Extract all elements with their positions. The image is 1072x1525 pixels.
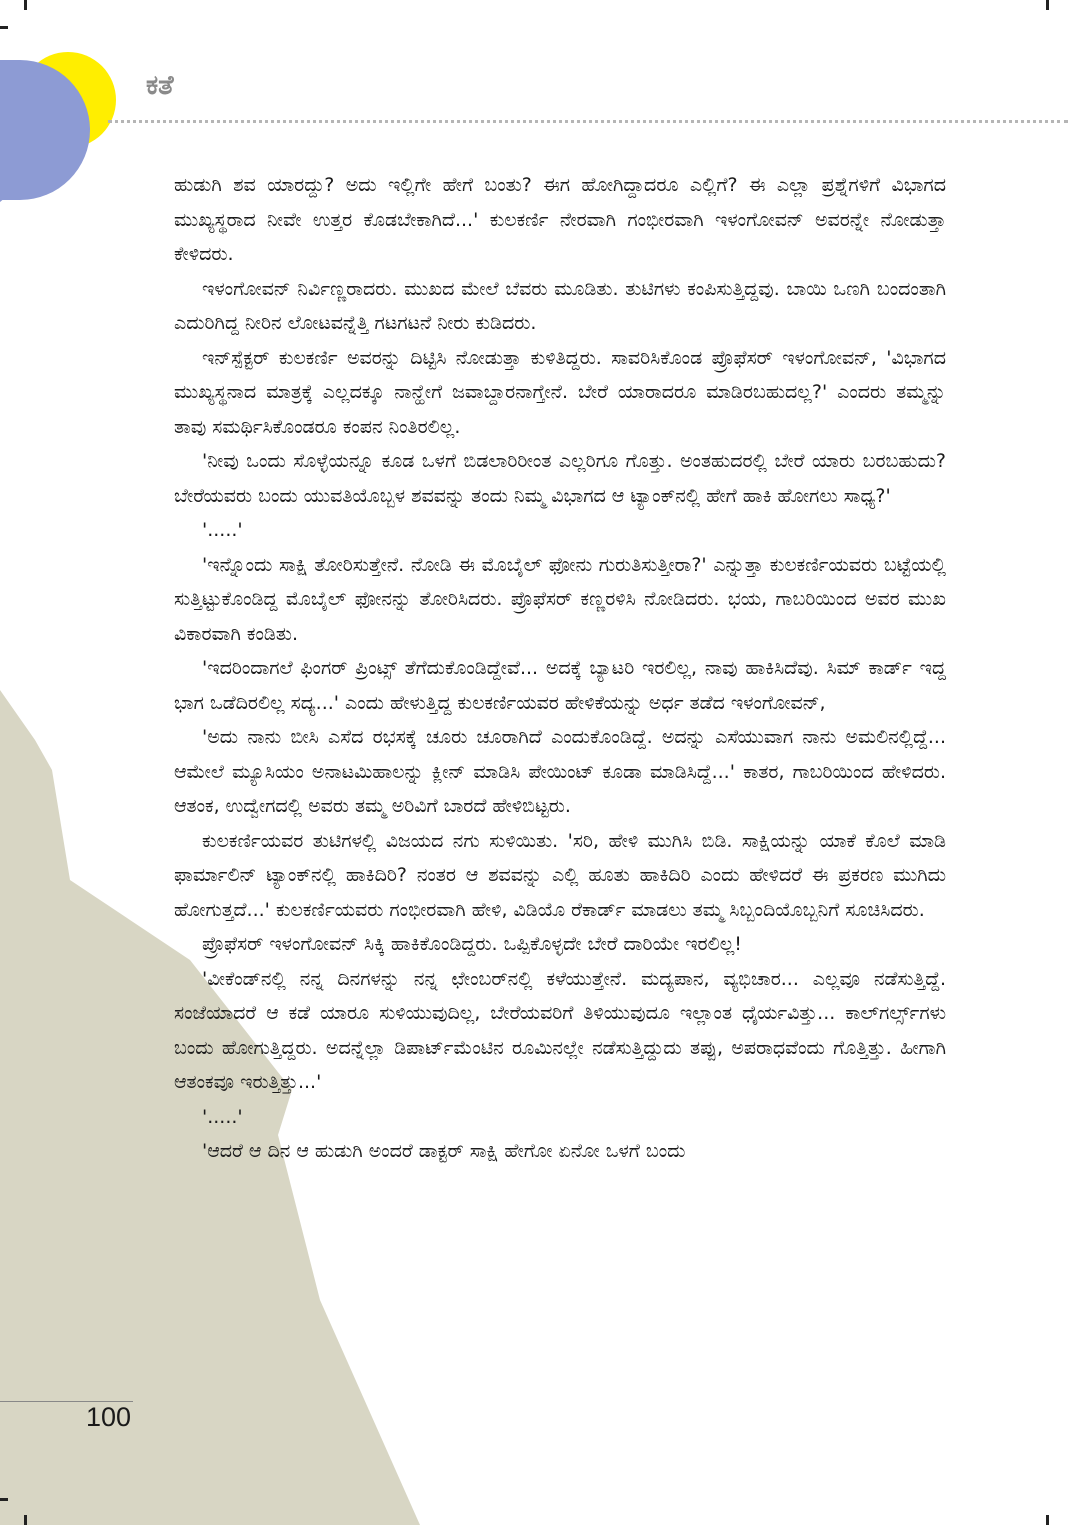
header-dotted-rule [108, 120, 1068, 123]
paragraph-4: 'ನೀವು ಒಂದು ಸೊಳ್ಳೆಯನ್ನೂ ಕೂಡ ಒಳಗೆ ಬಿಡಲಾರಿರೀಂತ ಎಲ್ಲರಿಗೂ ಗೊತ್ತು. ಅಂತಹುದರಲ್ಲಿ ಬೇರೆ ಯಾರು ಬರಬಹುದು? ಬೇರೆಯವರು ಬಂದು ಯುವತಿಯೊಬ್ಬಳ ಶವವನ್ನು ತಂದು ನಿಮ್ಮ ವಿಭಾಗದ ಆ ಟ್ಯಾಂಕ್‌ನಲ್ಲಿ ಹೇಗೆ ಹಾಕಿ ಹೋಗಲು ಸಾಧ್ಯ?' [174, 450, 946, 507]
story-body [174, 168, 946, 1169]
crop-mark-bottom-left [24, 1515, 27, 1525]
paragraph-6: 'ಇನ್ನೊಂದು ಸಾಕ್ಷಿ ತೋರಿಸುತ್ತೇನೆ. ನೋಡಿ ಈ ಮೊಬೈಲ್ ಫೋನು ಗುರುತಿಸುತ್ತೀರಾ?' ಎನ್ನುತ್ತಾ ಕುಲಕರ್ಣಿಯವರು ಬಟ್ಟೆಯಲ್ಲಿ ಸುತ್ತಿಟ್ಟುಕೊಂಡಿದ್ದ ಮೊಬೈಲ್ ಫೋನನ್ನು ತೋರಿಸಿದರು. ಪ್ರೊಫೆಸರ್ ಕಣ್ಣರಳಿಸಿ ನೋಡಿದರು. ಭಯ, ಗಾಬರಿಯಿಂದ ಅವರ ಮುಖ ವಿಕಾರವಾಗಿ ಕಂಡಿತು. [174, 553, 946, 645]
paragraph-13: 'ಆದರೆ ಆ ದಿನ ಆ ಹುಡುಗಿ ಅಂದರೆ ಡಾಕ್ಟರ್ ಸಾಕ್ಷಿ ಹೇಗೋ ಏನೋ ಒಳಗೆ ಬಂದು [202, 1140, 686, 1162]
paragraph-9: ಕುಲಕರ್ಣಿಯವರ ತುಟಿಗಳಲ್ಲಿ ವಿಜಯದ ನಗು ಸುಳಿಯಿತು. 'ಸರಿ, ಹೇಳಿ ಮುಗಿಸಿ ಬಿಡಿ. ಸಾಕ್ಷಿಯನ್ನು ಯಾಕೆ ಕೊಲೆ ಮಾಡಿ ಫಾರ್ಮಾಲಿನ್ ಟ್ಯಾಂಕ್‌ನಲ್ಲಿ ಹಾಕಿದಿರಿ? ನಂತರ ಆ ಶವವನ್ನು ಎಲ್ಲಿ ಹೂತು ಹಾಕಿದಿರಿ ಎಂದು ಹೇಳಿದರೆ ಈ ಪ್ರಕರಣ ಮುಗಿದು ಹೋಗುತ್ತದೆ...' ಕುಲಕರ್ಣಿಯವರು ಗಂಭೀರವಾಗಿ ಹೇಳಿ, ವಿಡಿಯೊ ರೆಕಾರ್ಡ್ ಮಾಡಲು ತಮ್ಮ ಸಿಬ್ಬಂದಿಯೊಬ್ಬನಿಗೆ ಸೂಚಿಸಿದರು. [174, 829, 946, 921]
paragraph-12: '.....' [202, 1105, 243, 1128]
paragraph-5: '.....' [202, 519, 243, 541]
crop-mark-bottom-right [1046, 1515, 1049, 1525]
crop-mark-left-top [0, 26, 8, 29]
paragraph-2: ಇಳಂಗೋವನ್ ನಿರ್ವಿಣ್ಣರಾದರು. ಮುಖದ ಮೇಲೆ ಬೆವರು ಮೂಡಿತು. ತುಟಿಗಳು ಕಂಪಿಸುತ್ತಿದ್ದವು. ಬಾಯಿ ಒಣಗಿ ಬಂದಂತಾಗಿ ಎದುರಿಗಿದ್ದ ನೀರಿನ ಲೋಟವನ್ನೆತ್ತಿ ಗಟಗಟನೆ ನೀರು ಕುಡಿದರು. [174, 277, 946, 334]
section-title: ಕತೆ [146, 70, 174, 101]
page-number: 100 [86, 1402, 132, 1432]
paragraph-8: 'ಅದು ನಾನು ಬೀಸಿ ಎಸೆದ ರಭಸಕ್ಕೆ ಚೂರು ಚೂರಾಗಿದೆ ಎಂದುಕೊಂಡಿದ್ದೆ. ಅದನ್ನು ಎಸೆಯುವಾಗ ನಾನು ಅಮಲಿನಲ್ಲಿದ್ದೆ... ಆಮೇಲೆ ಮ್ಯೂಸಿಯಂ ಅನಾಟಮಿಹಾಲನ್ನು ಕ್ಲೀನ್ ಮಾಡಿಸಿ ಪೇಯಿಂಟ್ ಕೂಡಾ ಮಾಡಿಸಿದ್ದೆ...' ಕಾತರ, ಗಾಬರಿಯಿಂದ ಹೇಳಿದರು. ಆತಂಕ, ಉದ್ವೇಗದಲ್ಲಿ ಅವರು ತಮ್ಮ ಅರಿವಿಗೆ ಬಾರದೆ ಹೇಳಿಬಿಟ್ಟರು. [174, 726, 946, 817]
paragraph-10: ಪ್ರೊಫೆಸರ್ ಇಳಂಗೋವನ್ ಸಿಕ್ಕಿ ಹಾಕಿಕೊಂಡಿದ್ದರು. ಒಪ್ಪಿಕೊಳ್ಳದೇ ಬೇರೆ ದಾರಿಯೇ ಇರಲಿಲ್ಲ! [202, 933, 742, 955]
paragraph-3: ಇನ್‌ಸ್ಪೆಕ್ಟರ್ ಕುಲಕರ್ಣಿ ಅವರನ್ನು ದಿಟ್ಟಿಸಿ ನೋಡುತ್ತಾ ಕುಳಿತಿದ್ದರು. ಸಾವರಿಸಿಕೊಂಡ ಪ್ರೊಫೆಸರ್ ಇಳಂಗೋವನ್, 'ವಿಭಾಗದ ಮುಖ್ಯಸ್ಥನಾದ ಮಾತ್ರಕ್ಕೆ ಎಲ್ಲದಕ್ಕೂ ನಾನ್ಹೇಗೆ ಜವಾಬ್ದಾರನಾಗ್ತೇನೆ. ಬೇರೆ ಯಾರಾದರೂ ಮಾಡಿರಬಹುದಲ್ಲ?' ಎಂದರು ತಮ್ಮನ್ನು ತಾವು ಸಮರ್ಥಿಸಿಕೊಂಡರೂ ಕಂಪನ ನಿಂತಿರಲಿಲ್ಲ. [174, 346, 946, 438]
crop-mark-left-bottom [0, 1498, 8, 1501]
paragraph-1: ಹುಡುಗಿ ಶವ ಯಾರದ್ದು? ಅದು ಇಲ್ಲಿಗೇ ಹೇಗೆ ಬಂತು? ಈಗ ಹೋಗಿದ್ದಾದರೂ ಎಲ್ಲಿಗೆ? ಈ ಎಲ್ಲಾ ಪ್ರಶ್ನೆಗಳಿಗೆ ವಿಭಾಗದ ಮುಖ್ಯಸ್ಥರಾದ ನೀವೇ ಉತ್ತರ ಕೊಡಬೇಕಾಗಿದೆ...' ಕುಲಕರ್ಣಿ ನೇರವಾಗಿ ಗಂಭೀರವಾಗಿ ಇಳಂಗೋವನ್ ಅವರನ್ನೇ ನೋಡುತ್ತಾ ಕೇಳಿದರು. [174, 174, 946, 265]
crop-mark-top-left [24, 0, 27, 10]
paragraph-11: 'ವೀಕೆಂಡ್‌ನಲ್ಲಿ ನನ್ನ ದಿನಗಳನ್ನು ನನ್ನ ಛೇಂಬರ್‌ನಲ್ಲಿ ಕಳೆಯುತ್ತೇನೆ. ಮದ್ಯಪಾನ, ವ್ಯಭಿಚಾರ... ಎಲ್ಲವೂ ನಡೆಸುತ್ತಿದ್ದೆ. ಸಂಜೆಯಾದರೆ ಆ ಕಡೆ ಯಾರೂ ಸುಳಿಯುವುದಿಲ್ಲ, ಬೇರೆಯವರಿಗೆ ತಿಳಿಯುವುದೂ ಇಲ್ಲಾಂತ ಧೈರ್ಯವಿತ್ತು... ಕಾಲ್‌ಗರ್ಲ್ಸ್‌ಗಳು ಬಂದು ಹೋಗುತ್ತಿದ್ದರು. ಅದನ್ನೆಲ್ಲಾ ಡಿಪಾರ್ಟ್‌ಮೆಂಟಿನ ರೂಮಿನಲ್ಲೇ ನಡೆಸುತ್ತಿದ್ದುದು ತಪ್ಪು, ಅಪರಾಧವೆಂದು ಗೊತ್ತಿತ್ತು. ಹೀಗಾಗಿ ಆತಂಕವೂ ಇರುತ್ತಿತ್ತು...' [174, 967, 946, 1093]
crop-mark-top-right [1046, 0, 1049, 10]
paragraph-7: 'ಇದರಿಂದಾಗಲೆ ಫಿಂಗರ್ ಪ್ರಿಂಟ್ಸ್ ತೆಗೆದುಕೊಂಡಿದ್ದೇವೆ... ಅದಕ್ಕೆ ಬ್ಯಾಟರಿ ಇರಲಿಲ್ಲ, ನಾವು ಹಾಕಿಸಿದೆವು. ಸಿಮ್ ಕಾರ್ಡ್ ಇದ್ದ ಭಾಗ ಒಡೆದಿರಲಿಲ್ಲ ಸದ್ಯ...' ಎಂದು ಹೇಳುತ್ತಿದ್ದ ಕುಲಕರ್ಣಿಯವರ ಹೇಳಿಕೆಯನ್ನು ಅರ್ಧ ತಡೆದ ಇಳಂಗೋವನ್, [174, 657, 946, 714]
